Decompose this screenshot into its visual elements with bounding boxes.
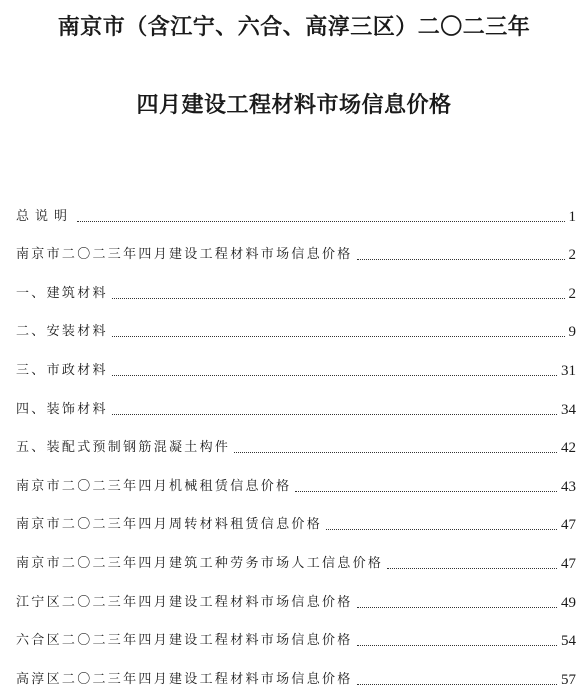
toc-entry-label: 南京市二〇二三年四月建筑工种劳务市场人工信息价格 [16,555,384,571]
toc-entry-page-number: 42 [561,440,576,457]
dot-leader [295,491,557,492]
toc-entry-machinery-rental-prices[interactable] [16,456,576,495]
dot-leader [357,645,557,646]
dot-leader [326,529,557,530]
dot-leader [357,684,557,685]
table-of-contents [16,186,576,688]
toc-entry-installation-materials[interactable] [16,302,576,341]
toc-entry-turnover-material-rental-prices[interactable] [16,495,576,534]
toc-entry-label: 南京市二〇二三年四月建设工程材料市场信息价格 [16,247,353,263]
toc-entry-page-number: 43 [561,478,576,495]
toc-entry-label: 二、安装材料 [16,324,108,340]
dot-leader [357,259,565,260]
dot-leader [112,375,557,376]
toc-entry-page-number: 9 [568,324,576,341]
toc-entry-label: 四、装饰材料 [16,401,108,417]
toc-entry-label: 南京市二〇二三年四月机械租赁信息价格 [16,478,292,494]
dot-leader [112,336,565,337]
toc-entry-label: 六合区二〇二三年四月建设工程材料市场信息价格 [16,633,353,649]
document-title-line-2: 四月建设工程材料市场信息价格 [136,93,452,118]
dot-leader [77,221,564,222]
toc-entry-page-number: 1 [568,208,576,225]
toc-entry-label: 江宁区二〇二三年四月建设工程材料市场信息价格 [16,594,353,610]
toc-entry-decoration-materials[interactable] [16,379,576,418]
toc-entry-label: 南京市二〇二三年四月周转材料租赁信息价格 [16,517,323,533]
dot-leader [387,568,557,569]
toc-entry-luhe-material-prices[interactable] [16,611,576,650]
toc-entry-label: 总说明 [16,208,74,224]
dot-leader [112,414,557,415]
toc-entry-page-number: 34 [561,401,576,418]
toc-entry-nanjing-material-prices[interactable] [16,225,576,264]
document-title-line-1: 南京市（含江宁、六合、高淳三区）二〇二三年 [57,15,531,40]
toc-entry-page-number: 49 [561,594,576,611]
dot-leader [112,298,565,299]
toc-entry-municipal-materials[interactable] [16,340,576,379]
toc-entry-page-number: 47 [561,517,576,534]
toc-entry-label: 高淳区二〇二三年四月建设工程材料市场信息价格 [16,671,353,687]
toc-entry-label: 三、市政材料 [16,362,108,378]
toc-entry-page-number: 2 [568,285,576,302]
toc-entry-page-number: 57 [561,671,576,688]
toc-entry-page-number: 47 [561,555,576,572]
toc-entry-gaochun-material-prices[interactable] [16,649,576,688]
toc-entry-building-materials[interactable] [16,263,576,302]
toc-entry-page-number: 31 [561,362,576,379]
toc-entry-general-notes[interactable] [16,186,576,225]
toc-entry-page-number: 54 [561,633,576,650]
toc-entry-labor-prices[interactable] [16,533,576,572]
toc-entry-page-number: 2 [568,247,576,264]
dot-leader [234,452,557,453]
toc-entry-label: 五、装配式预制钢筋混凝土构件 [16,440,231,456]
toc-entry-label: 一、建筑材料 [16,285,108,301]
toc-entry-precast-concrete-components[interactable] [16,418,576,457]
toc-entry-jiangning-material-prices[interactable] [16,572,576,611]
dot-leader [357,607,557,608]
